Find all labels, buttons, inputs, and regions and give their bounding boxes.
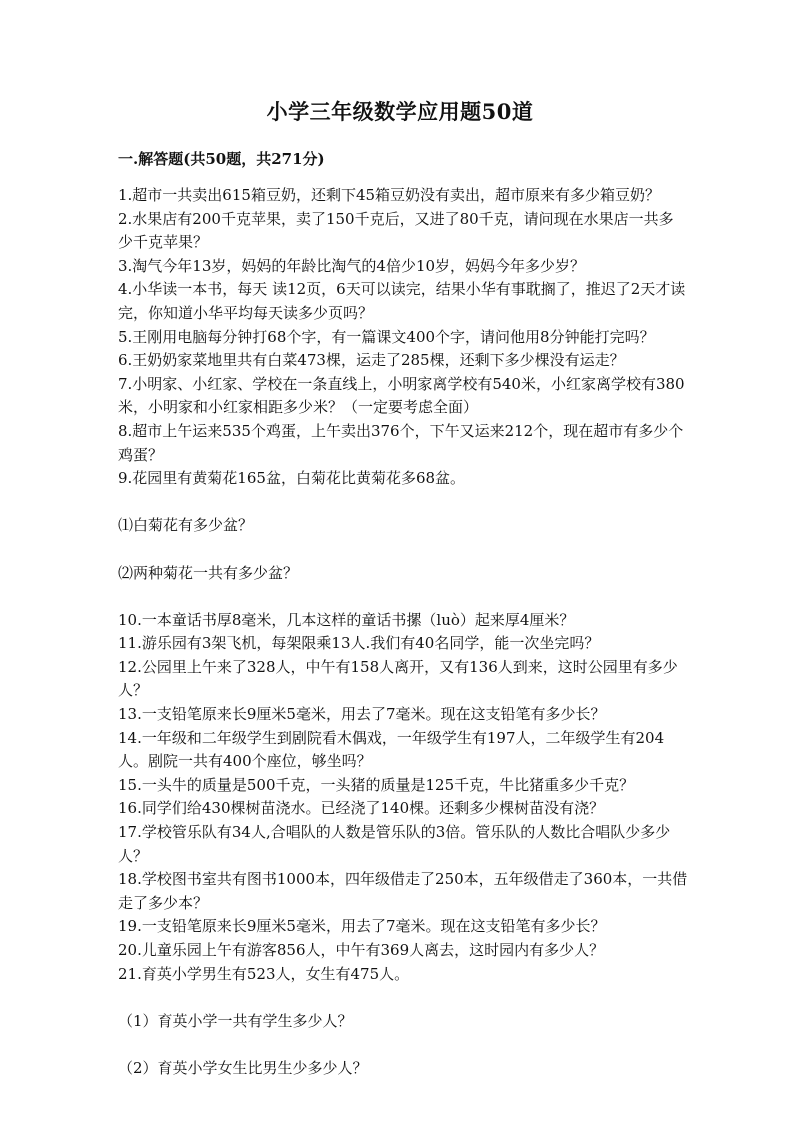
question-list	[118, 184, 688, 1081]
question-item: 8.超市上午运来535个鸡蛋，上午卖出376个，下午又运来212个，现在超市有多少个鸡蛋？	[118, 421, 684, 464]
spacer	[118, 986, 688, 1010]
sub-question-item: （2）育英小学女生比男生少多少人？	[118, 1058, 368, 1077]
section-heading: 一.解答题(共50题，共271分)	[118, 150, 325, 168]
question-item: 6.王奶奶家菜地里共有白菜473棵，运走了285棵，还剩下多少棵没有运走？	[118, 351, 625, 370]
question-item: 10.一本童话书厚8毫米，几本这样的童话书摞（luò）起来厚4厘米？	[118, 610, 575, 629]
question-item: 9.花园里有黄菊花165盆，白菊花比黄菊花多68盆。	[118, 469, 466, 488]
sub-question-item: ⑵两种菊花一共有多少盆？	[118, 563, 299, 582]
question-item: 19.一支铅笔原来长9厘米5毫米，用去了7毫米。现在这支铅笔有多少长？	[118, 917, 606, 936]
sub-question-item: ⑴白菊花有多少盆？	[118, 516, 254, 535]
spacer	[118, 538, 688, 562]
question-item: 11.游乐园有3架飞机，每架限乘13人.我们有40名同学，能一次坐完吗？	[118, 634, 600, 653]
question-item: 4.小华读一本书，每天 读12页，6天可以读完，结果小华有事耽搁了，推迟了2天才读完，你知道小华平均每天读多少页吗？	[118, 280, 686, 322]
question-item: 1.超市一共卖出615箱豆奶，还剩下45箱豆奶没有卖出，超市原来有多少箱豆奶？	[118, 186, 661, 204]
question-item: 5.王刚用电脑每分钟打68个字，有一篇课文400个字，请问他用8分钟能打完吗？	[118, 327, 655, 346]
question-item: 14.一年级和二年级学生到剧院看木偶戏，一年级学生有197人，二年级学生有204人。剧院一共有400个座位，够坐吗？	[118, 728, 665, 771]
question-item: 21.育英小学男生有523人，女生有475人。	[118, 964, 410, 983]
question-item: 17.学校管乐队有34人,合唱队的人数是管乐队的3倍。管乐队的人数比合唱队少多少人？	[118, 823, 671, 865]
page-title: 小学三年级数学应用题50道	[266, 99, 534, 124]
question-item: 15.一头牛的质量是500千克，一头猪的质量是125千克，牛比猪重多少千克？	[118, 775, 635, 794]
question-item: 16.同学们给430棵树苗浇水。已经浇了140棵。还剩多少棵树苗没有浇？	[118, 799, 605, 818]
question-item: 18.学校图书室共有图书1000本，四年级借走了250本，五年级借走了360本，一共借走了多少本？	[118, 870, 688, 912]
question-item: 13.一支铅笔原来长9厘米5毫米，用去了7毫米。现在这支铅笔有多少长？	[118, 705, 606, 724]
spacer	[118, 491, 688, 515]
spacer	[118, 585, 688, 609]
sub-question-item: （1）育英小学一共有学生多少人？	[118, 1011, 353, 1030]
question-item: 2.水果店有200千克苹果，卖了150千克后，又进了80千克，请问现在水果店一共多少千克苹果？	[118, 209, 674, 252]
spacer	[118, 1033, 688, 1057]
question-item: 3.淘气今年13岁，妈妈的年龄比淘气的4倍少10岁，妈妈今年多少岁？	[118, 256, 586, 275]
question-item: 7.小明家、小红家、学校在一条直线上，小明家离学校有540米，小红家离学校有380米，小明家和小红家相距多少米？（一定要考虑全面）	[118, 374, 685, 417]
question-item: 20.儿童乐园上午有游客856人，中午有369人离去，这时园内有多少人？	[118, 941, 605, 959]
question-item: 12.公园里上午来了328人，中午有158人离开，又有136人到来，这时公园里有多少人？	[118, 657, 678, 700]
